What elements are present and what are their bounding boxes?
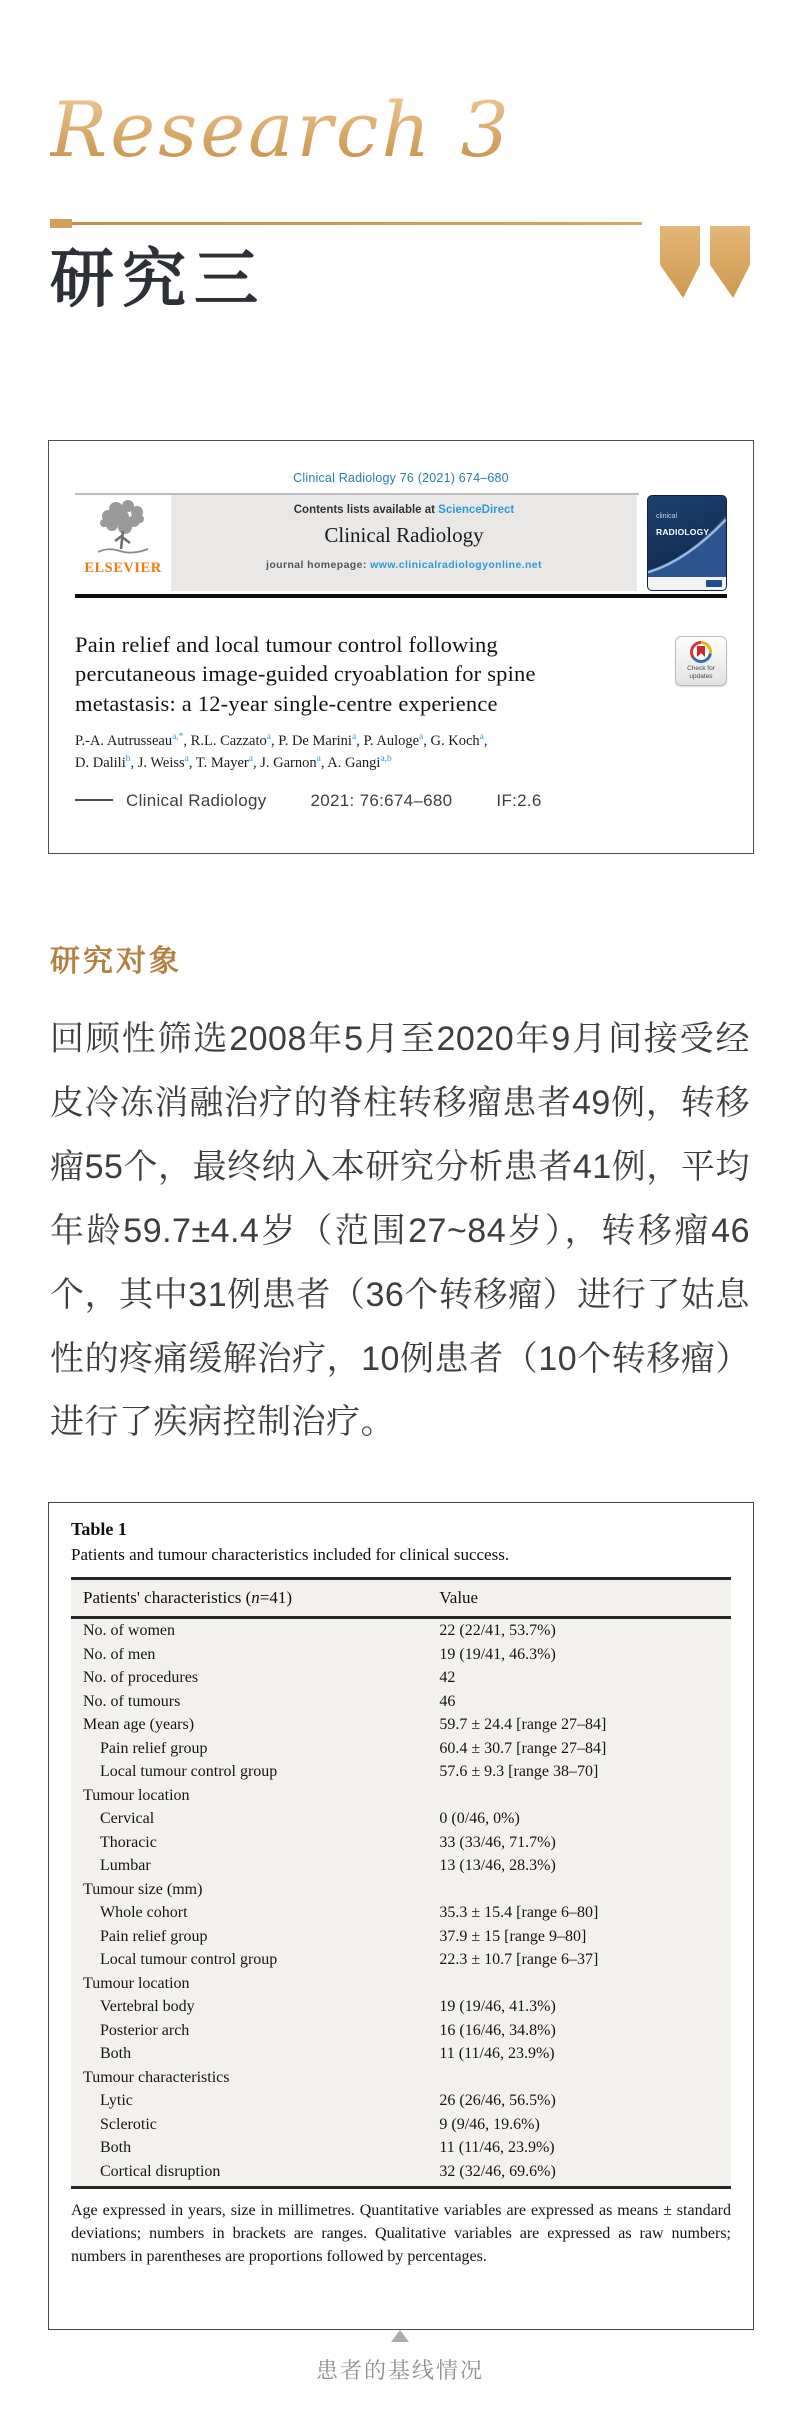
table-header-row — [71, 1580, 731, 1619]
table-caption: Patients and tumour characteristics included for clinical success. — [71, 1545, 510, 1564]
table-title: Table 1 — [71, 1519, 127, 1539]
journal-reference: Clinical Radiology 76 (2021) 674–680 — [293, 471, 509, 485]
table-row: No. of men 19 (19/41, 46.3%) — [83, 1645, 556, 1663]
dash-icon — [75, 799, 113, 801]
check-for-updates-badge[interactable] — [675, 636, 727, 686]
table-row: Tumour location — [83, 1786, 190, 1804]
table-row: No. of procedures 42 — [83, 1669, 456, 1686]
gold-divider — [50, 222, 642, 225]
cover-title: clinical RADIOLOGY — [656, 513, 710, 537]
author-list: P.-A. Autrusseau$^{a,*}$, R.L. Cazzato$^a$, P. De Marini$^a$, P. Auloge$^a$, G. Koch$^a$, D. Dalili$^b$, J. Weiss$^a$, T. Mayer$^a$, J. Garnon$^a$, A. Gangi$^{a,b}$ — [75, 731, 488, 772]
column-header-characteristics: Patients' characteristics (n=41) — [83, 1588, 293, 1607]
updates-ring-icon — [690, 641, 712, 663]
table-row: Vertebral body 19 (19/46, 41.3%) — [100, 1998, 556, 2015]
contents-line: Contents lists available at ScienceDirect — [293, 504, 515, 516]
divider-thick — [75, 594, 727, 598]
bookmark-icon — [697, 646, 705, 657]
article-title: Pain relief and local tumour control following percutaneous image-guided cryoablation for spine metastasis: a 12-year single-centre experience — [75, 632, 536, 716]
table-row: Tumour characteristics — [83, 2068, 230, 2086]
journal-banner-box — [171, 495, 637, 591]
badge-label: Check for updates — [687, 665, 715, 680]
table-row: Tumour size (mm) — [83, 1880, 203, 1898]
table-row: Cortical disruption 32 (32/46, 69.6%) — [100, 2162, 556, 2180]
table-row: Mean age (years) 59.7 ± 24.4 [range 27–84] — [83, 1716, 607, 1733]
characteristics-table — [71, 1577, 731, 2189]
elsevier-wordmark: ELSEVIER — [84, 560, 162, 576]
table-row: Pain relief group 60.4 ± 30.7 [range 27–84] — [100, 1739, 607, 1757]
page-title: 研究三 — [50, 242, 266, 317]
table-row: Pain relief group 37.9 ± 15 [range 9–80] — [100, 1927, 587, 1945]
citation-ref: 2021: 76:674–680 — [310, 790, 453, 810]
journal-article-card — [48, 440, 754, 854]
research-subjects-heading: 研究对象 — [50, 944, 182, 979]
homepage-line: journal homepage: www.clinicalradiologyonline.net — [266, 559, 542, 571]
table-row: Local tumour control group 22.3 ± 10.7 [range 6–37] — [100, 1951, 599, 1968]
script-title: Research 3 — [50, 85, 512, 174]
cover-footer-strip — [648, 577, 726, 590]
research-subjects-paragraph: 回顾性筛选2008年5月至2020年9月间接受经皮冷冻消融治疗的脊柱转移瘤患者49例，转移瘤55个，最终纳入本研究分析患者41例，平均年龄59.7±4.4岁（范围27~84岁），转移瘤46个，其中31例患者（36个转移瘤）进行了姑息性的疼痛缓解治疗，10例患者（10个转移瘤）进行了疾病控制治疗。 — [50, 1020, 750, 1442]
journal-cover-image — [647, 495, 727, 591]
journal-name: Clinical Radiology — [324, 523, 484, 547]
table-row: Lumbar 13 (13/46, 28.3%) — [100, 1857, 556, 1874]
cover-publisher-mark — [706, 580, 722, 587]
citation-impact-factor: IF:2.6 — [496, 790, 542, 810]
table-row: Both 11 (11/46, 23.9%) — [100, 2139, 555, 2156]
citation-line — [75, 791, 727, 811]
table-row: Cervical 0 (0/46, 0%) — [100, 1810, 520, 1827]
journal-banner — [75, 495, 727, 591]
table-row: Posterior arch 16 (16/46, 34.8%) — [100, 2021, 556, 2039]
journal-cover — [647, 495, 727, 591]
table-row: Tumour location — [83, 1974, 190, 1992]
baseline-caption: 患者的基线情况 — [315, 2358, 484, 2383]
elsevier-tree-icon — [90, 497, 156, 559]
table-footnote: Age expressed in years, size in millimetres. Quantitative variables are expressed as means ± standard deviations; numbers in brackets are ranges. Qualitative variables are expressed as raw numbers; numbers in parentheses are proportions followed by percentages. — [71, 2202, 731, 2266]
table-row: No. of tumours 46 — [83, 1692, 456, 1710]
table-row: Whole cohort 35.3 ± 15.4 [range 6–80] — [100, 1904, 599, 1921]
table-row: No. of women 22 (22/41, 53.7%) — [83, 1622, 556, 1639]
table-row: Lytic 26 (26/46, 56.5%) — [100, 2092, 556, 2109]
table-row: Local tumour control group 57.6 ± 9.3 [range 38–70] — [100, 1763, 599, 1780]
section-header — [50, 222, 750, 317]
column-header-value: Value — [439, 1588, 479, 1607]
table-row: Sclerotic 9 (9/46, 19.6%) — [100, 2115, 540, 2133]
sciencedirect-link[interactable]: ScienceDirect — [438, 504, 515, 516]
quote-icon — [660, 226, 750, 298]
homepage-link[interactable]: www.clinicalradiologyonline.net — [370, 559, 542, 571]
table-card — [48, 1502, 754, 2330]
figure-caption-block — [0, 2330, 800, 2385]
table-row: Both 11 (11/46, 23.9%) — [100, 2045, 555, 2062]
citation-journal: Clinical Radiology — [126, 790, 267, 810]
table-row: Thoracic 33 (33/46, 71.7%) — [100, 1833, 556, 1851]
elsevier-logo — [75, 495, 171, 591]
up-triangle-icon — [391, 2330, 409, 2342]
